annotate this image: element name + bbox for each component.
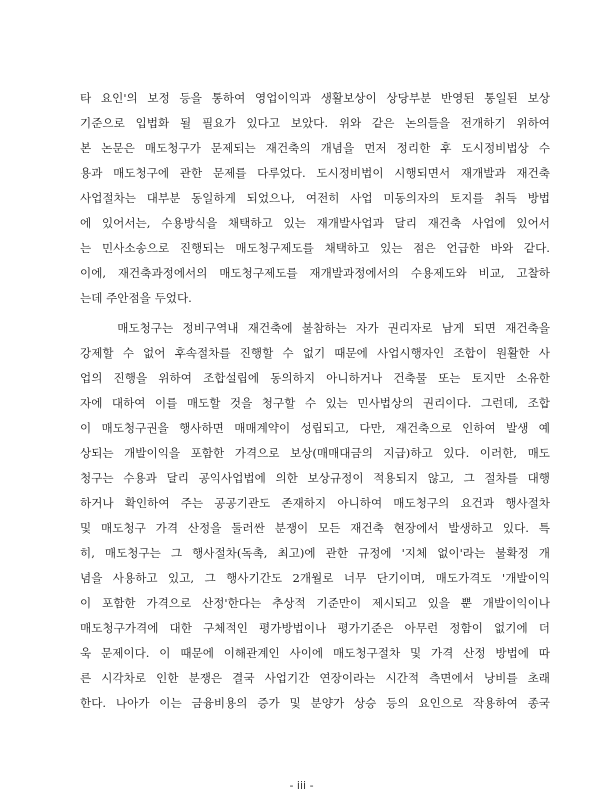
text-line: 기준으로 입법화 될 필요가 있다고 보았다. 위와 같은 논의들을 전개하기 위하여 <box>80 116 550 130</box>
paragraph-1 <box>80 86 550 311</box>
text-line: 타 요인'의 보정 등을 통하여 영업이익과 생활보상이 상당부분 반영된 통일된 보상 <box>80 91 550 105</box>
text-line: 는 민사소송으로 진행되는 매도청구제도를 채택하고 있는 점은 언급한 바와 같다. <box>80 241 550 255</box>
text-line: 념을 사용하고 있고, 그 행사기간도 2개월로 너무 단기이며, 매도가격도 '개발이익 <box>80 571 550 585</box>
text-line: 이 포함한 가격으로 산정'한다는 추상적 기준만이 제시되고 있을 뿐 개발이익이나 <box>80 596 550 610</box>
text-line: 이에, 재건축과정에서의 매도청구제도를 재개발과정에서의 수용제도와 비교, 고찰하 <box>80 266 550 280</box>
text-line: 매도청구가격에 대한 구체적인 평가방법이나 평가기준은 아무런 정함이 없기에 더 <box>80 621 550 635</box>
text-line: 하거나 확인하여 주는 공공기관도 존재하지 아니하여 매도청구의 요건과 행사절차 <box>80 496 550 510</box>
text-line: 매도청구는 정비구역내 재건축에 불참하는 자가 권리자로 남게 되면 재건축을 <box>80 321 550 335</box>
text-line: 른 시각차로 인한 분쟁은 결국 사업기간 연장이라는 시간적 측면에서 낭비를 초래 <box>80 671 550 685</box>
text-line: 사업절차는 대부분 동일하게 되었으나, 여전히 사업 미동의자의 토지를 취득 방법 <box>80 191 550 205</box>
page-number: - iii - <box>289 779 314 792</box>
text-line: 상되는 개발이익을 포함한 가격으로 보상(매매대금의 지급)하고 있다. 이러한, 매도 <box>80 446 550 460</box>
text-line: 청구는 수용과 달리 공익사업법에 의한 보상규정이 적용되지 않고, 그 절차를 대행 <box>80 471 550 485</box>
text-line: 에 있어서는, 수용방식을 채택하고 있는 재개발사업과 달리 재건축 사업에 있어서 <box>80 216 550 230</box>
paragraph-2 <box>80 316 550 716</box>
text-line: 자에 대하여 이를 매도할 것을 청구할 수 있는 민사법상의 권리이다. 그런데, 조합 <box>80 396 550 410</box>
text-line: 한다. 나아가 이는 금융비용의 증가 및 분양가 상승 등의 요인으로 작용하여 종국 <box>80 696 550 710</box>
text-line: 이 매도청구권을 행사하면 매매계약이 성립되고, 다만, 재건축으로 인하여 발생 예 <box>80 421 550 435</box>
text-line: 업의 진행을 위하여 조합설립에 동의하지 아니하거나 건축물 또는 토지만 소유한 <box>80 371 550 385</box>
text-line: 히, 매도청구는 그 행사절차(독촉, 최고)에 관한 규정에 '지체 없이'라는 불확정 개 <box>80 546 550 560</box>
text-line: 는데 주안점을 두었다. <box>80 291 192 305</box>
text-line: 본 논문은 매도청구가 문제되는 재건축의 개념을 먼저 정리한 후 도시정비법상 수 <box>80 141 550 155</box>
text-line: 강제할 수 없어 후속절차를 진행할 수 없기 때문에 사업시행자인 조합이 원활한 사 <box>80 346 550 360</box>
text-line: 및 매도청구 가격 산정을 둘러싼 분쟁이 모든 재건축 현장에서 발생하고 있다. 특 <box>80 521 550 535</box>
text-line: 욱 문제이다. 이 때문에 이해관계인 사이에 매도청구절차 및 가격 산정 방법에 따 <box>80 646 550 660</box>
text-line: 용과 매도청구에 관한 문제를 다루었다. 도시정비법이 시행되면서 재개발과 재건축 <box>80 166 550 180</box>
